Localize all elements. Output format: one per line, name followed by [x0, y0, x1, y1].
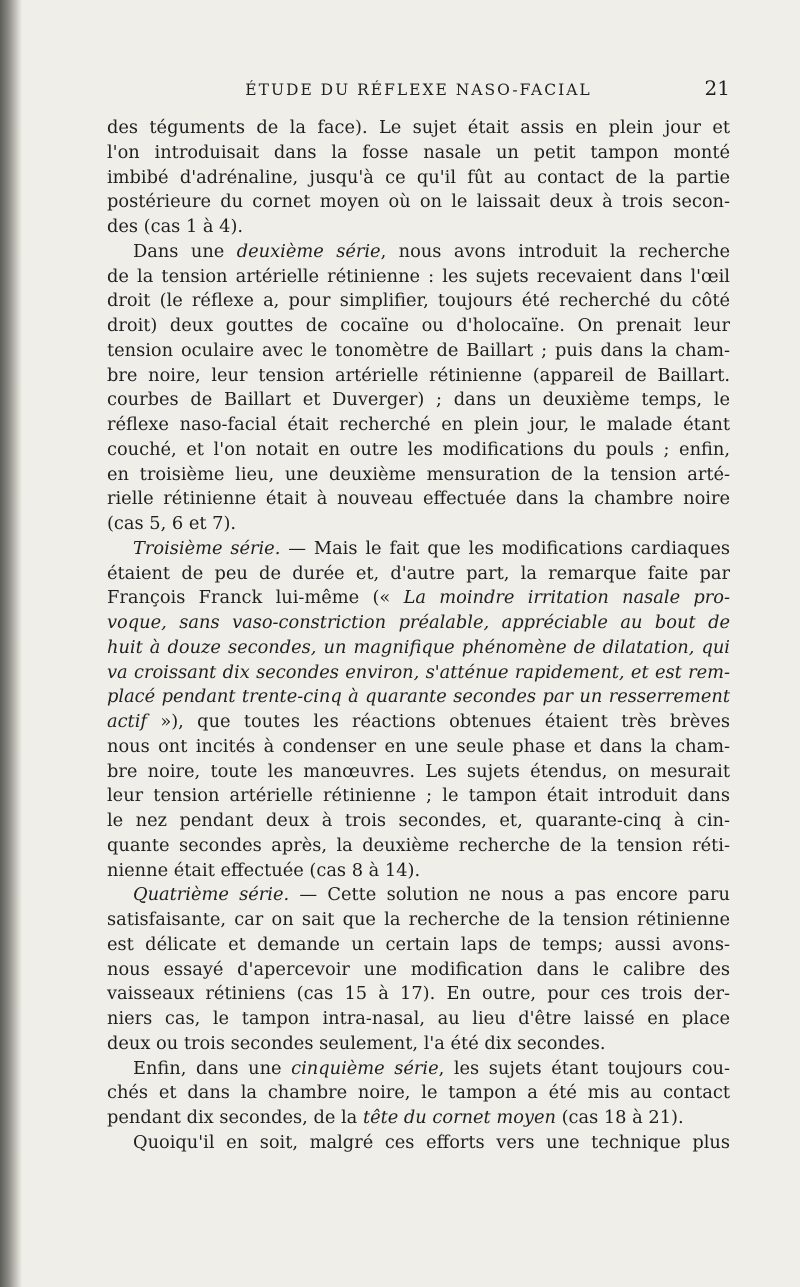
text-line [107, 611, 730, 636]
running-head [107, 76, 730, 106]
italic-text: voque, sans vaso-constriction préalable, appréciable au bout de [107, 612, 730, 633]
text-line [107, 413, 730, 438]
italic-text: Quatrième série. [133, 884, 290, 906]
text-segment: rielle rétinienne était à nouveau effectuée dans la chambre noire [107, 488, 730, 510]
text-line [107, 116, 730, 141]
text-segment: bre noire, toute les manœuvres. Les sujets étendus, on mesurait [107, 760, 730, 782]
text-line [107, 859, 730, 884]
text-segment: le nez pendant deux à trois secondes, et, quarante-cinq à cin- [107, 810, 730, 831]
italic-text: La moindre irritation nasale pro- [403, 587, 730, 609]
text-segment: leur tension artérielle rétinienne ; le tampon était introduit dans [107, 785, 730, 807]
text-line [107, 1057, 730, 1082]
text-segment: »), que toutes les réactions obtenues étaient très brèves [146, 711, 730, 732]
text-line [107, 215, 730, 240]
text-line [107, 463, 730, 488]
text-segment: François Franck lui-même (« [107, 587, 404, 609]
text-segment: (cas 18 à 21). [555, 1107, 684, 1128]
text-line [107, 364, 730, 389]
running-head-title: ÉTUDE DU RÉFLEXE NASO-FACIAL [245, 81, 592, 99]
text-line [107, 512, 730, 537]
text-segment: Dans une [133, 240, 237, 262]
text-segment: l'on introduisait dans la fosse nasale un petit tampon monté [107, 141, 730, 163]
italic-text: Troisième série. [133, 537, 281, 559]
text-segment: niers cas, le tampon intra-nasal, au lieu d'être laissé en place [107, 1008, 730, 1029]
italic-text: huit à douze secondes, un magnifique phénomène de dilatation, qui [107, 636, 730, 658]
italic-text: tête du cornet moyen [362, 1107, 556, 1128]
text-line [107, 388, 730, 413]
text-line [107, 166, 730, 191]
text-segment: étaient de peu de durée et, d'autre part, la remarque faite par [107, 562, 730, 584]
text-line [107, 685, 730, 710]
text-segment: réflexe naso-facial était recherché en plein jour, le malade étant [107, 414, 730, 435]
italic-text: placé pendant trente-cinq à quarante secondes par un resserrement [107, 686, 730, 708]
book-page [107, 76, 730, 1156]
text-segment: nous ont incités à condenser en une seule phase et dans la cham- [107, 735, 730, 757]
text-line [107, 933, 730, 958]
text-segment: deux ou trois secondes seulement, l'a été dix secondes. [107, 1032, 606, 1054]
text-line [107, 809, 730, 834]
page-binding-shadow [0, 0, 22, 1287]
text-line [107, 240, 730, 265]
text-segment: tension oculaire avec le tonomètre de Baillart ; puis dans la cham- [107, 339, 730, 361]
text-segment: — Cette solution ne nous a pas encore paru [289, 884, 730, 906]
text-line [107, 1106, 730, 1131]
text-segment: nienne était effectuée (cas 8 à 14). [107, 859, 421, 881]
text-segment: quante secondes après, la deuxième recherche de la tension réti- [107, 834, 730, 856]
text-segment: pendant dix secondes, de la [107, 1107, 363, 1128]
text-segment: des téguments de la face). Le sujet était assis en plein jour et [107, 117, 730, 138]
text-segment: , les sujets étant toujours cou- [438, 1057, 730, 1079]
text-segment: — Mais le fait que les modifications cardiaques [280, 537, 730, 559]
text-line [107, 289, 730, 314]
text-line [107, 735, 730, 760]
text-line [107, 908, 730, 933]
text-line [107, 190, 730, 215]
text-segment: Quoiqu'il en soit, malgré ces efforts vers une technique plus [133, 1131, 730, 1153]
text-line [107, 834, 730, 859]
text-line [107, 636, 730, 661]
text-segment: vaisseaux rétiniens (cas 15 à 17). En outre, pour ces trois der- [107, 983, 730, 1005]
text-segment: droit) deux gouttes de cocaïne ou d'holocaïne. On prenait leur [107, 315, 730, 336]
text-segment: en troisième lieu, une deuxième mensuration de la tension arté- [107, 463, 730, 485]
text-line [107, 1032, 730, 1057]
text-line [107, 265, 730, 290]
italic-text: deuxième série [236, 240, 381, 262]
text-segment: Enfin, dans une [133, 1057, 292, 1079]
text-segment: (cas 5, 6 et 7). [107, 513, 237, 534]
text-segment: de la tension artérielle rétinienne : les sujets recevaient dans l'œil [107, 265, 730, 287]
text-segment: satisfaisante, car on sait que la recherche de la tension rétinienne [107, 909, 730, 930]
text-line [107, 537, 730, 562]
text-segment: courbes de Baillart et Duverger) ; dans un deuxième temps, le [107, 389, 730, 411]
text-line [107, 784, 730, 809]
text-line [107, 982, 730, 1007]
text-line [107, 760, 730, 785]
body-text [107, 116, 730, 1156]
text-segment: des (cas 1 à 4). [107, 216, 244, 237]
text-line [107, 438, 730, 463]
italic-text: actif [107, 711, 147, 732]
text-line [107, 1131, 730, 1156]
text-line [107, 339, 730, 364]
text-line [107, 141, 730, 166]
italic-text: va croissant dix secondes environ, s'atténue rapidement, et est rem- [107, 661, 730, 683]
text-segment: , nous avons introduit la recherche [380, 240, 730, 262]
text-segment: bre noire, leur tension artérielle rétinienne (appareil de Baillart. [107, 364, 730, 386]
text-line [107, 883, 730, 908]
page-number: 21 [704, 76, 730, 100]
text-line [107, 661, 730, 686]
text-line [107, 487, 730, 512]
text-line [107, 562, 730, 587]
italic-text: cinquième série [291, 1057, 439, 1079]
text-segment: est délicate et demande un certain laps de temps; aussi avons- [107, 933, 730, 955]
text-segment: postérieure du cornet moyen où on le laissait deux à trois secon- [107, 191, 730, 213]
text-line [107, 958, 730, 983]
text-line [107, 314, 730, 339]
text-segment: chés et dans la chambre noire, le tampon a été mis au contact [107, 1082, 730, 1104]
text-segment: imbibé d'adrénaline, jusqu'à ce qu'il fût au contact de la partie [107, 166, 730, 188]
text-segment: droit (le réflexe a, pour simplifier, toujours été recherché du côté [107, 290, 730, 312]
text-segment: nous essayé d'apercevoir une modification dans le calibre des [107, 958, 730, 980]
text-line [107, 710, 730, 735]
text-line [107, 1007, 730, 1032]
text-segment: couché, et l'on notait en outre les modifications du pouls ; enfin, [107, 438, 730, 460]
text-line [107, 586, 730, 611]
text-line [107, 1081, 730, 1106]
